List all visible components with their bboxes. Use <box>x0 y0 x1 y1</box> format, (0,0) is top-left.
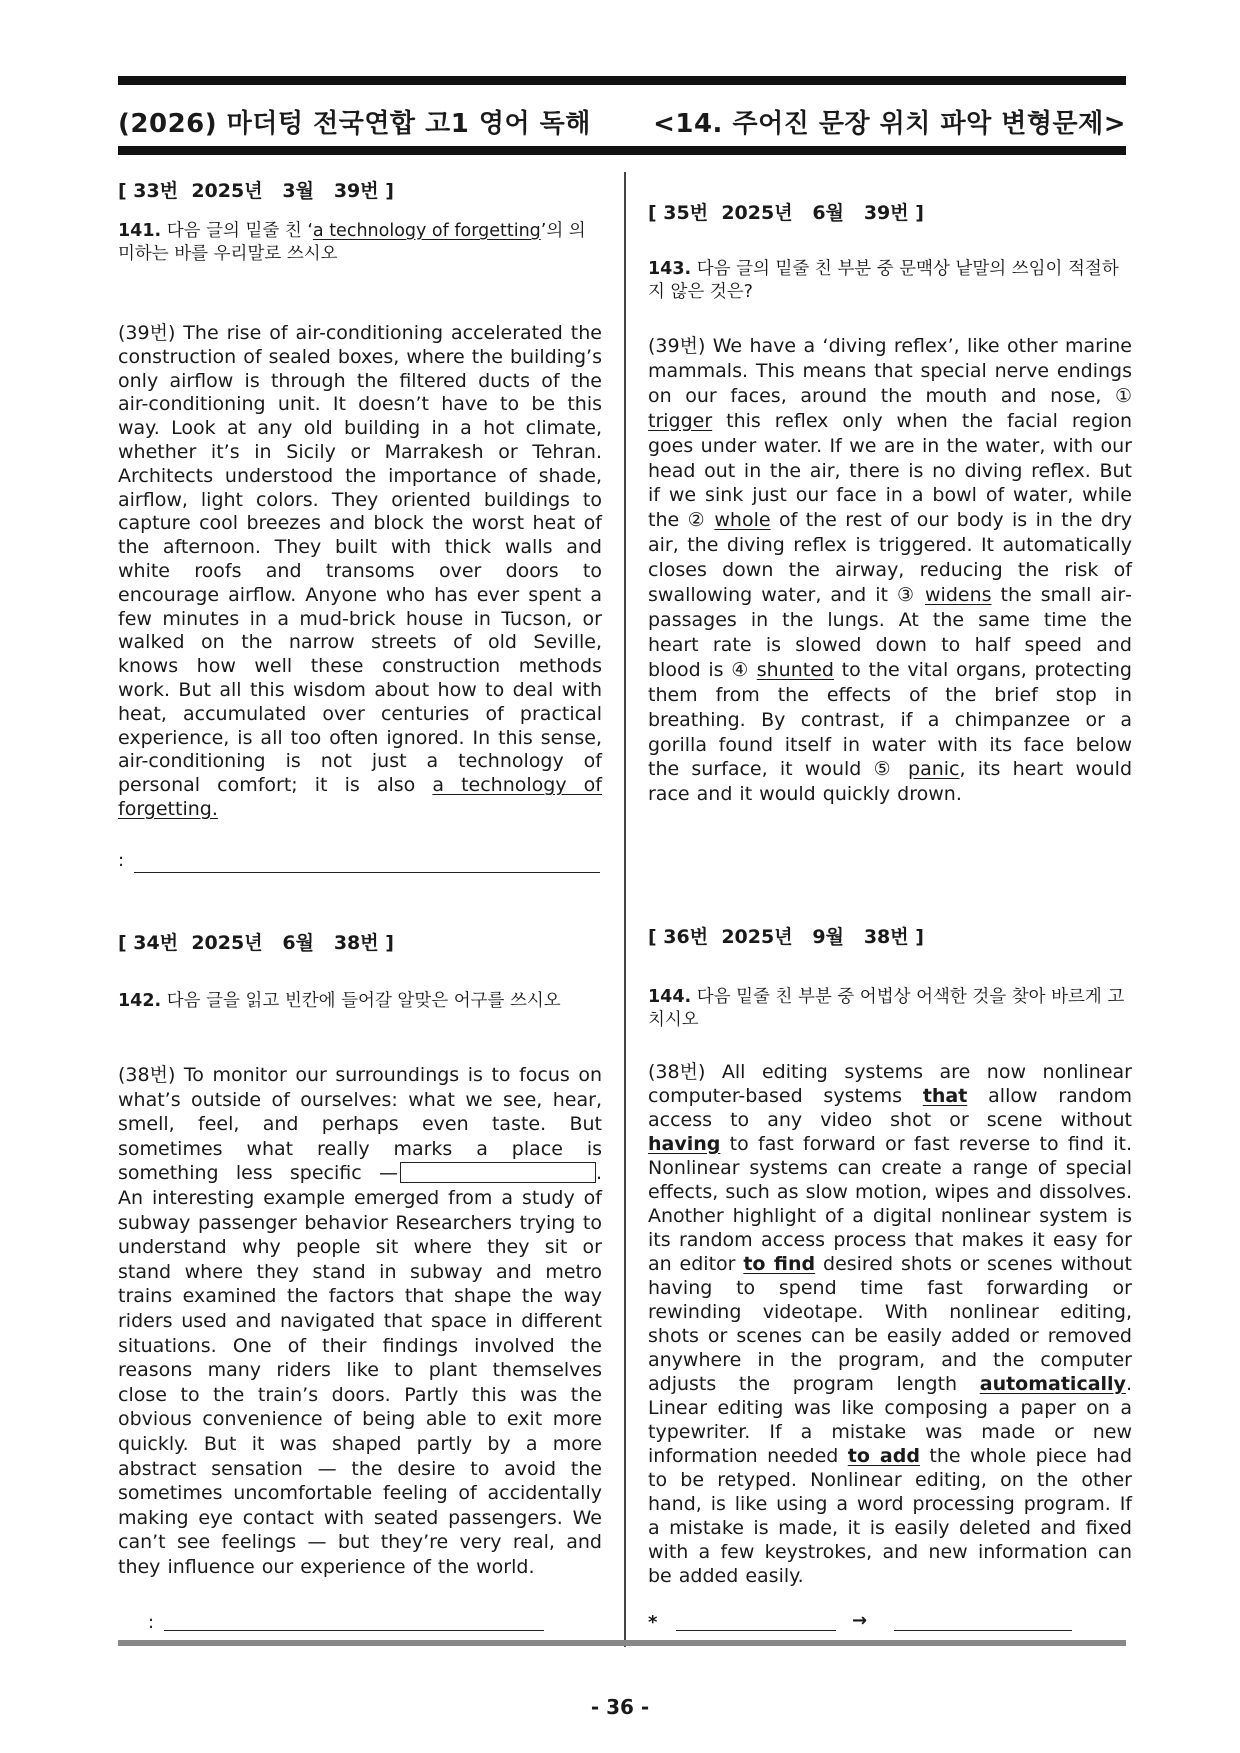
q141-underlined-phrase: a technology of forgetting. <box>118 774 602 820</box>
q144-answer-correct-line[interactable] <box>894 1630 1072 1631</box>
q144-passage: (38번) All editing systems are now nonlinear computer-based systems that allow random access to any video shot or scene without having to fast forward or fast reverse to find it. Nonlinear systems can create a range of special effects, such as slow motion, wipes and dissolves. Another highlight of a digital nonlinear system is its random access process that makes it easy for an editor to find desired shots or scenes without having to spend time fast forwarding or rewinding videotape. With nonlinear editing, shots or scenes can be easily added or removed anywhere in the program, and the computer adjusts the program length automatically. Linear editing was like composing a paper on a typewriter. If a mistake was made or new information needed to add the whole piece had to be retyped. Nonlinear editing, on the other hand, is like using a word processing program. If a mistake is made, it is easily deleted and fixed with a few keystrokes, and new information can be added easily. <box>648 1061 1133 1587</box>
q144-option-having: having <box>648 1133 721 1155</box>
q144-prompt: 144. 다음 밑줄 친 부분 중 어법상 어색한 것을 찾아 바르게 고치시오 <box>648 987 1125 1030</box>
arrow-icon: → <box>852 1610 868 1631</box>
q144-option-to-add: to add <box>847 1445 920 1467</box>
q144-source: [ 36번 2025년 9월 38번 ] <box>648 926 924 948</box>
page-number: - 36 - <box>590 1695 650 1719</box>
q144-option-to-find: to find <box>743 1253 816 1275</box>
q144-option-automatically: automatically <box>979 1373 1126 1395</box>
q142-answer: : <box>148 1612 598 1636</box>
q143-option-1: trigger <box>648 409 713 432</box>
q142-passage: (38번) To monitor our surroundings is to focus on what’s outside of ourselves: what we see, hear, smell, feel, and perhaps even taste. But sometimes what really marks a place is something less specific — . An interesting example emerged from a study of subway passenger behavior Researchers trying to understand why people sit where they sit or stand where they stand in subway and metro trains examined the factors that shape the way riders used and navigated that space in different situations. One of their findings involved the reasons many riders like to plant themselves close to the train’s doors. Partly this was the obvious convenience of being able to exit more quickly. But it was shaped partly by a more abstract sensation — the desire to avoid the sometimes uncomfortable feeling of accidentally making eye contact with seated passengers. We can’t see feelings — but they’re very real, and they influence our experience of the world. <box>118 1064 602 1578</box>
page-header <box>118 98 1126 144</box>
chapter-title: <14. 주어진 문장 위치 파악 변형문제> <box>653 108 1126 139</box>
q141-prompt: 141. 다음 글의 밑줄 친 ‘a technology of forgetting’의 의미하는 바를 우리말로 쓰시오 <box>118 221 586 264</box>
q142-answer-line[interactable] <box>164 1630 544 1631</box>
q144-answer <box>648 1612 1132 1636</box>
q142-source: [ 34번 2025년 6월 38번 ] <box>118 932 394 954</box>
q144-answer-star: * <box>648 1612 658 1633</box>
footer-rule <box>118 1640 1126 1646</box>
q143-option-4: shunted <box>756 658 834 681</box>
q143-option-5: panic <box>908 758 960 781</box>
q143-option-3: widens <box>925 584 992 607</box>
q142-prompt: 142. 다음 글을 읽고 빈칸에 들어갈 알맞은 어구를 쓰시오 <box>118 991 561 1011</box>
q142-blank-box[interactable] <box>400 1162 596 1183</box>
q143-passage: (39번) We have a ‘diving reflex’, like other marine mammals. This means that special nerve endings on our faces, around the mouth and nose, ① trigger this reflex only when the facial region goes under water. If we are in the water, with our head out in the air, there is no diving reflex. But if we sink just our face in a bowl of water, while the ② whole of the rest of our body is in the dry air, the diving reflex is triggered. It automatically closes down the airway, reducing the risk of swallowing water, and it ③ widens the small air‐passages in the lungs. At the same time the heart rate is slowed down to half speed and blood is ④ shunted to the vital organs, protecting them from the effects of the brief stop in breathing. By contrast, if a chimpanzee or a gorilla found itself in water with its face below the surface, it would ⑤ panic, its heart would race and it would quickly drown. <box>648 335 1133 806</box>
q143-source: [ 35번 2025년 6월 39번 ] <box>648 202 924 224</box>
q143-option-2: whole <box>714 509 771 532</box>
header-bottom-rule <box>118 146 1126 155</box>
q141-source: [ 33번 2025년 3월 39번 ] <box>118 180 394 202</box>
q141-answer-line[interactable] <box>134 872 600 873</box>
q144-answer-wrong-line[interactable] <box>676 1630 836 1631</box>
q141-number: 141. <box>118 221 162 241</box>
q141-passage: (39번) The rise of air-conditioning accelerated the construction of sealed boxes, where the building’s only airflow is through the filtered ducts of the air-conditioning unit. It doesn’t have to be this way. Look at any old building in a hot climate, whether it’s in Sicily or Marrakesh or Tehran. Architects understood the importance of shade, airflow, light colors. They oriented buildings to capture cool breezes and block the worst heat of the afternoon. They built with thick walls and white roofs and transoms over doors to encourage airflow. Anyone who has ever spent a few minutes in a mud-brick house in Tucson, or walked on the narrow streets of old Seville, knows how well these construction methods work. But all this wisdom about how to deal with heat, accumulated over centuries of practical experience, is all too often ignored. In this sense, air-conditioning is not just a technology of personal comfort; it is also a technology of forgetting. <box>118 322 602 820</box>
column-divider <box>624 172 626 1647</box>
q144-number: 144. <box>648 987 692 1007</box>
q144-option-that: that <box>922 1085 968 1107</box>
q141-answer: : <box>118 850 602 874</box>
q142-number: 142. <box>118 991 162 1011</box>
q143-number: 143. <box>648 259 692 279</box>
book-title: (2026) 마더텅 전국연합 고1 영어 독해 <box>118 108 591 139</box>
header-top-rule <box>118 76 1126 85</box>
q143-prompt: 143. 다음 글의 밑줄 친 부분 중 문맥상 낱말의 쓰임이 적절하지 않은 것은? <box>648 259 1119 302</box>
